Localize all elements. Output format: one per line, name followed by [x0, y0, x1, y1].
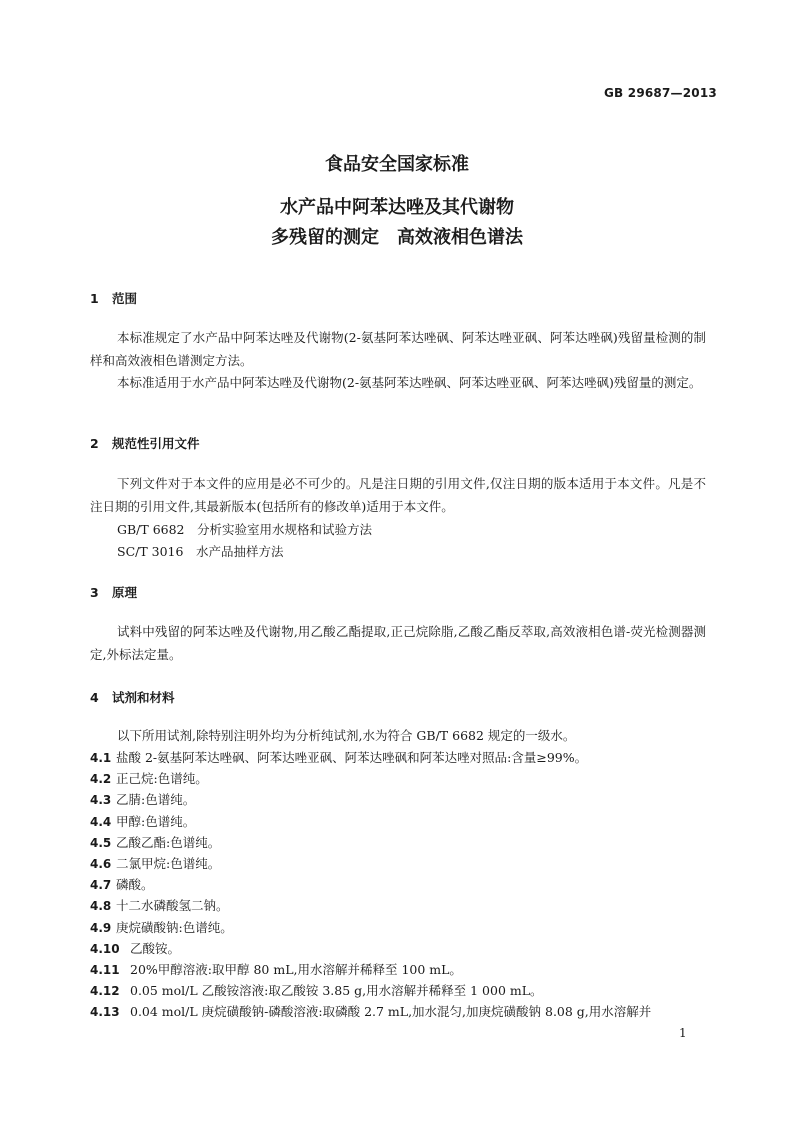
normative-reference-2: SC/T 3016 水产品抽样方法: [117, 544, 284, 559]
title-line-1: 食品安全国家标准: [325, 154, 469, 175]
item-number: 4.4: [90, 814, 112, 829]
section-1-paragraph-1: 本标准规定了水产品中阿苯达唑及代谢物(2-氨基阿苯达唑砜、阿苯达唑亚砜、阿苯达唑砜)残留量检测的制样和高效液相色谱测定方法。: [90, 330, 706, 368]
item-text: 0.04 mol/L 庚烷磺酸钠-磷酸溶液:取磷酸 2.7 mL,加水混匀,加庚烷磺酸钠 8.08 g,用水溶解并: [130, 1004, 652, 1020]
section-title: 原理: [112, 585, 138, 600]
item-text: 甲醇:色谱纯。: [116, 813, 196, 829]
item-number: 4.12: [90, 984, 120, 999]
item-text: 乙酸铵。: [130, 940, 181, 956]
section-number: 4: [90, 690, 99, 705]
item-text: 0.05 mol/L 乙酸铵溶液:取乙酸铵 3.85 g,用水溶解并稀释至 1 000 mL。: [130, 983, 543, 999]
item-number: 4.3: [90, 793, 112, 808]
item-text: 乙腈:色谱纯。: [116, 792, 196, 808]
section-number: 2: [90, 436, 99, 451]
section-title: 范围: [112, 291, 138, 306]
reagent-item: [90, 854, 220, 872]
section-3-heading: [90, 583, 137, 601]
reagent-item: [90, 1002, 651, 1020]
reagent-item: [90, 896, 229, 914]
item-number: 4.6: [90, 857, 112, 871]
item-text: 20%甲醇溶液:取甲醇 80 mL,用水溶解并稀释至 100 mL。: [130, 962, 462, 977]
item-number: 4.7: [90, 878, 112, 893]
reagent-item: [90, 790, 195, 808]
section-title: 试剂和材料: [112, 690, 175, 705]
item-number: 4.8: [90, 899, 112, 914]
section-number: 1: [90, 291, 99, 306]
reagent-item: [90, 833, 220, 851]
item-number: 4.1: [90, 751, 112, 765]
item-text: 乙酸乙酯:色谱纯。: [116, 834, 221, 850]
item-number: 4.11: [90, 963, 120, 977]
section-number: 3: [90, 585, 99, 600]
page-number: 1: [679, 1026, 687, 1040]
reagent-item: [90, 960, 462, 978]
title-line-3: 多残留的测定 高效液相色谱法: [271, 227, 523, 248]
item-text: 盐酸 2-氨基阿苯达唑砜、阿苯达唑亚砜、阿苯达唑砜和阿苯达唑对照品:含量≥99%。: [116, 750, 588, 765]
reagent-item: [90, 812, 195, 830]
section-1-paragraph-2: 本标准适用于水产品中阿苯达唑及代谢物(2-氨基阿苯达唑砜、阿苯达唑亚砜、阿苯达唑砜)残留量的测定。: [117, 375, 702, 390]
reagent-item: [90, 918, 233, 936]
standard-number: GB 29687—2013: [604, 86, 717, 100]
section-title: 规范性引用文件: [112, 436, 200, 451]
section-1-heading: [90, 289, 137, 307]
section-2-heading: [90, 434, 200, 452]
section-3-paragraph-1: 试料中残留的阿苯达唑及代谢物,用乙酸乙酯提取,正己烷除脂,乙酸乙酯反萃取,高效液相色谱-荧光检测器测定,外标法定量。: [90, 624, 706, 662]
section-4-heading: [90, 688, 175, 706]
normative-reference-1: GB/T 6682 分析实验室用水规格和试验方法: [117, 522, 373, 537]
section-4-intro: 以下所用试剂,除特别注明外均为分析纯试剂,水为符合 GB/T 6682 规定的一级水。: [117, 728, 576, 743]
item-number: 4.13: [90, 1005, 120, 1020]
reagent-item: [90, 981, 543, 999]
item-number: 4.10: [90, 941, 120, 956]
reagent-item: [90, 875, 154, 893]
item-text: 二氯甲烷:色谱纯。: [116, 856, 221, 871]
item-text: 磷酸。: [116, 877, 154, 893]
reagent-item: [90, 769, 208, 787]
item-number: 4.5: [90, 835, 112, 850]
reagent-item: [90, 748, 587, 766]
item-number: 4.2: [90, 772, 112, 787]
item-number: 4.9: [90, 920, 112, 935]
item-text: 正己烷:色谱纯。: [116, 771, 208, 787]
title-line-2: 水产品中阿苯达唑及其代谢物: [280, 197, 514, 218]
section-2-paragraph-1: 下列文件对于本文件的应用是必不可少的。凡是注日期的引用文件,仅注日期的版本适用于本文件。凡是不注日期的引用文件,其最新版本(包括所有的修改单)适用于本文件。: [90, 476, 706, 514]
item-text: 庚烷磺酸钠:色谱纯。: [116, 919, 233, 935]
reagent-item: [90, 939, 180, 957]
item-text: 十二水磷酸氢二钠。: [116, 898, 229, 914]
